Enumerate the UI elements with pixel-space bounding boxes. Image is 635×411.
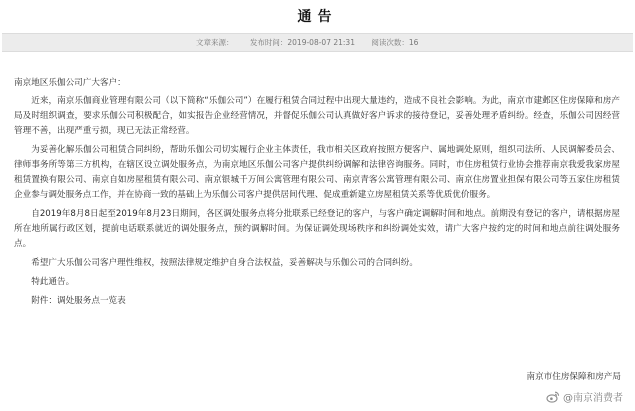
notice-paragraph: 希望广大乐伽公司客户理性维权，按照法律规定维护自身合法权益，妥善解决与乐伽公司的合同纠纷。: [31, 258, 418, 268]
meta-source: 文章来源：: [196, 38, 234, 47]
meta-published-time: 发布时间：2019-08-07 21:31: [249, 38, 355, 47]
notice-paragraph: 近来，南京乐伽商业管理有限公司（以下简称“乐伽公司”）在履行租赁合同过程中出现大量违约，造成不良社会影响。为此，南京市建邺区住房保障和房产局及时组织调查，要求乐伽公司积极配合，如实报告企业经营情况，并督促乐伽公司认真做好客户诉求的接待登记，妥善处理矛盾纠纷。经查，乐伽公司因经营管理不善，出现严重亏损，现已无法正常经营。: [14, 96, 620, 136]
weibo-watermark: [546, 389, 623, 404]
notice-attachment-link[interactable]: 附件：调处服务点一览表: [31, 296, 126, 306]
notice-closing: 特此通告。: [31, 277, 75, 287]
article-meta-bar: [2, 33, 633, 52]
notice-paragraph: 自2019年8月8日起至2019年8月23日期间，各区调处服务点将分批联系已经登记的客户，与客户确定调解时间和地点。前期没有登记的客户，请根据房屋所在地所属行政区划，提前电话联系就近的调处服务点，预约调解时间。为保证调处现场秩序和纠纷调处实效，请广大客户按约定的时间和地点前往调处服务点。: [14, 209, 620, 249]
notice-signature: 南京市住房保障和房产局: [526, 372, 621, 382]
meta-view-count: 阅读次数：16: [371, 38, 419, 47]
watermark-text: @南京消费者: [563, 393, 623, 404]
weibo-icon: [546, 390, 560, 404]
notice-title: 通告: [297, 9, 338, 25]
notice-paragraph: 为妥善化解乐伽公司租赁合同纠纷，帮助乐伽公司切实履行企业主体责任，我市相关区政府按照方便客户、属地调处原则，组织司法所、人民调解委员会、律师事务所等第三方机构，在辖区设立调处服务点，为南京地区乐伽公司客户提供纠纷调解和法律咨询服务。同时，市住房租赁行业协会推荐南京我爱我家房屋租赁置换有限公司、南京自如房屋租赁有限公司、南京银城千万间公寓管理有限公司、南京青客公寓管理有限公司、南京住房置业担保有限公司等五家住房租赁企业参与调处服务点工作，并在协商一致的基础上为乐伽公司客户提供居间代理、促成重新建立房屋租赁关系等优质优价服务。: [14, 145, 620, 200]
notice-salutation: 南京地区乐伽公司广大客户：: [14, 78, 126, 88]
notice-body: [14, 76, 620, 313]
